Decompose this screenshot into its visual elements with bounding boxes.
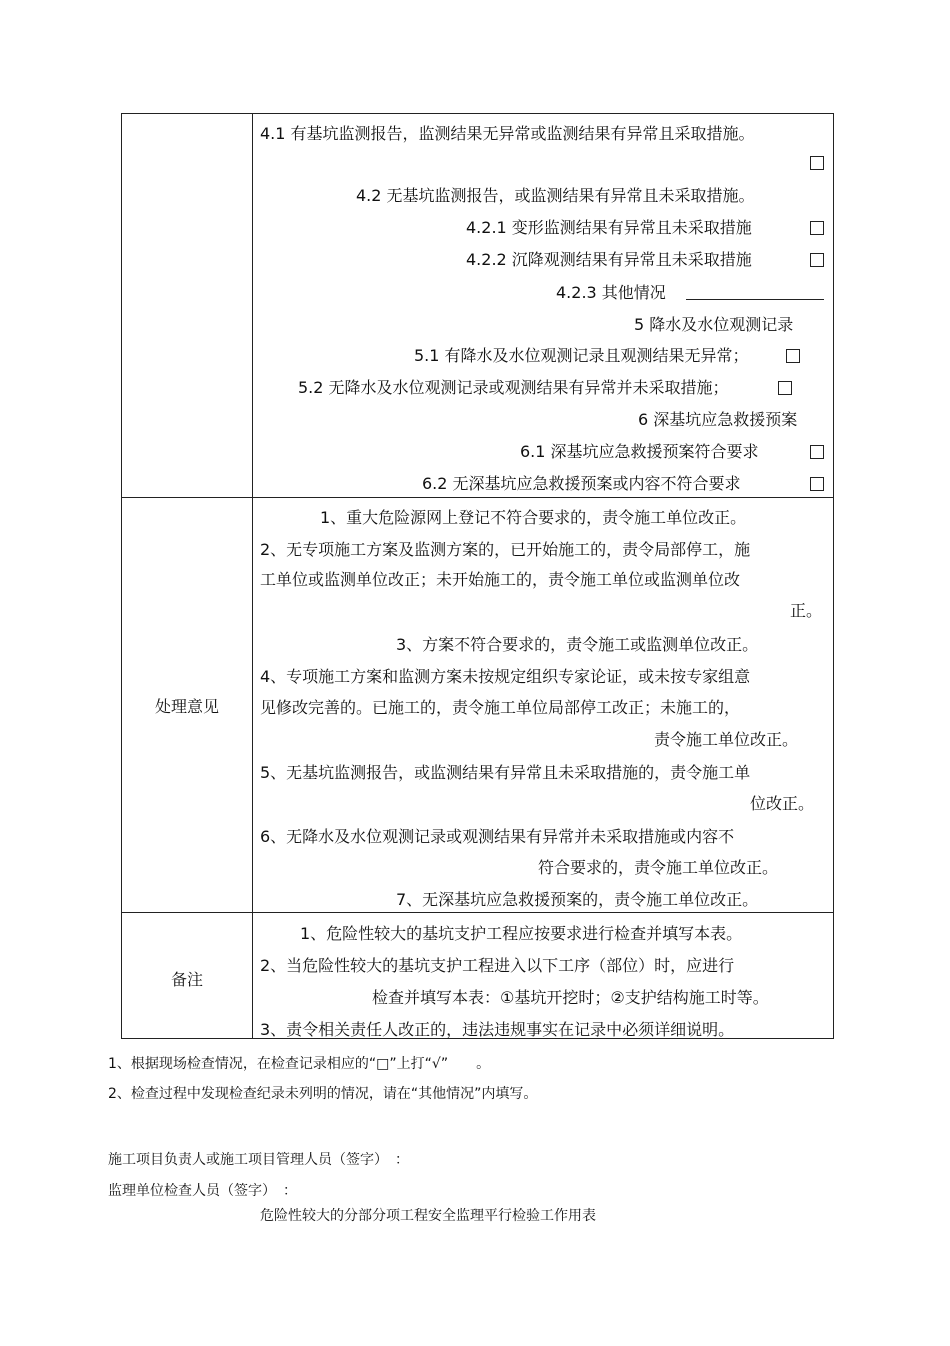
handling-6b: 符合要求的，责令施工单位改正。	[538, 858, 779, 877]
checkbox-4-1[interactable]	[810, 156, 824, 170]
item-4-2: 4.2 无基坑监测报告，或监测结果有异常且未采取措施。	[356, 186, 755, 205]
remark-1: 1、危险性较大的基坑支护工程应按要求进行检查并填写本表。	[300, 924, 743, 943]
item-5-2: 5.2 无降水及水位观测记录或观测结果有异常并未采取措施；	[298, 378, 729, 397]
handling-label: 处理意见	[154, 697, 219, 716]
item-4-2-2: 4.2.2 沉降观测结果有异常且未采取措施	[466, 250, 752, 269]
item-4-2-1: 4.2.1 变形监测结果有异常且未采取措施	[466, 218, 752, 237]
checkbox-6-1[interactable]	[810, 445, 824, 459]
remarks-label: 备注	[170, 970, 203, 989]
item-4-2-3: 4.2.3 其他情况	[556, 283, 666, 302]
remark-2a: 2、当危险性较大的基坑支护工程进入以下工序（部位）时，应进行	[260, 956, 735, 975]
footer-note-1: 1、根据现场检查情况，在检查记录相应的“□”上打“√” 。	[108, 1056, 491, 1072]
remark-2b: 检查并填写本表：①基坑开挖时；②支护结构施工时等。	[372, 988, 769, 1007]
section-6-title: 6 深基坑应急救援预案	[638, 410, 798, 429]
item-4-1: 4.1 有基坑监测报告，监测结果无异常或监测结果有异常且采取措施。	[260, 124, 755, 143]
signature-supervisor: 监理单位检查人员（签字） ：	[108, 1183, 297, 1199]
handling-4a: 4、专项施工方案和监测方案未按规定组织专家论证，或未按专家组意	[260, 667, 751, 686]
handling-5b: 位改正。	[750, 794, 815, 813]
row-divider-remarks	[122, 912, 833, 913]
handling-3: 3、方案不符合要求的，责令施工或监测单位改正。	[396, 635, 759, 654]
other-situation-blank[interactable]	[686, 285, 824, 300]
column-divider	[252, 114, 253, 1038]
item-6-1: 6.1 深基坑应急救援预案符合要求	[520, 442, 759, 461]
checkbox-5-1[interactable]	[786, 349, 800, 363]
remark-3: 3、责令相关责任人改正的，违法违规事实在记录中必须详细说明。	[260, 1020, 735, 1039]
section-5-title: 5 降水及水位观测记录	[634, 315, 794, 334]
handling-6a: 6、无降水及水位观测记录或观测结果有异常并未采取措施或内容不	[260, 827, 735, 846]
checkbox-4-2-2[interactable]	[810, 253, 824, 267]
item-5-1: 5.1 有降水及水位观测记录且观测结果无异常；	[414, 346, 749, 365]
checkbox-4-2-1[interactable]	[810, 221, 824, 235]
footer-note-2: 2、检查过程中发现检查纪录未列明的情况，请在“其他情况”内填写。	[108, 1086, 538, 1102]
handling-2a: 2、无专项施工方案及监测方案的，已开始施工的，责令局部停工，施	[260, 540, 751, 559]
item-6-2: 6.2 无深基坑应急救援预案或内容不符合要求	[422, 474, 741, 493]
handling-2c: 正。	[790, 601, 823, 620]
handling-4c: 责令施工单位改正。	[654, 730, 799, 749]
row-divider-handling	[122, 497, 833, 498]
handling-7: 7、无深基坑应急救援预案的，责令施工单位改正。	[396, 890, 759, 909]
form-title: 危险性较大的分部分项工程安全监理平行检验工作用表	[260, 1208, 596, 1224]
signature-contractor: 施工项目负责人或施工项目管理人员（签字） ：	[108, 1152, 409, 1168]
checkbox-6-2[interactable]	[810, 477, 824, 491]
checkbox-5-2[interactable]	[778, 381, 792, 395]
handling-2b: 工单位或监测单位改正；未开始施工的，责令施工单位或监测单位改	[260, 570, 741, 589]
handling-4b: 见修改完善的。已施工的，责令施工单位局部停工改正；未施工的，	[260, 698, 741, 717]
handling-1: 1、重大危险源网上登记不符合要求的，责令施工单位改正。	[320, 508, 747, 527]
handling-5a: 5、无基坑监测报告，或监测结果有异常且未采取措施的，责令施工单	[260, 763, 751, 782]
